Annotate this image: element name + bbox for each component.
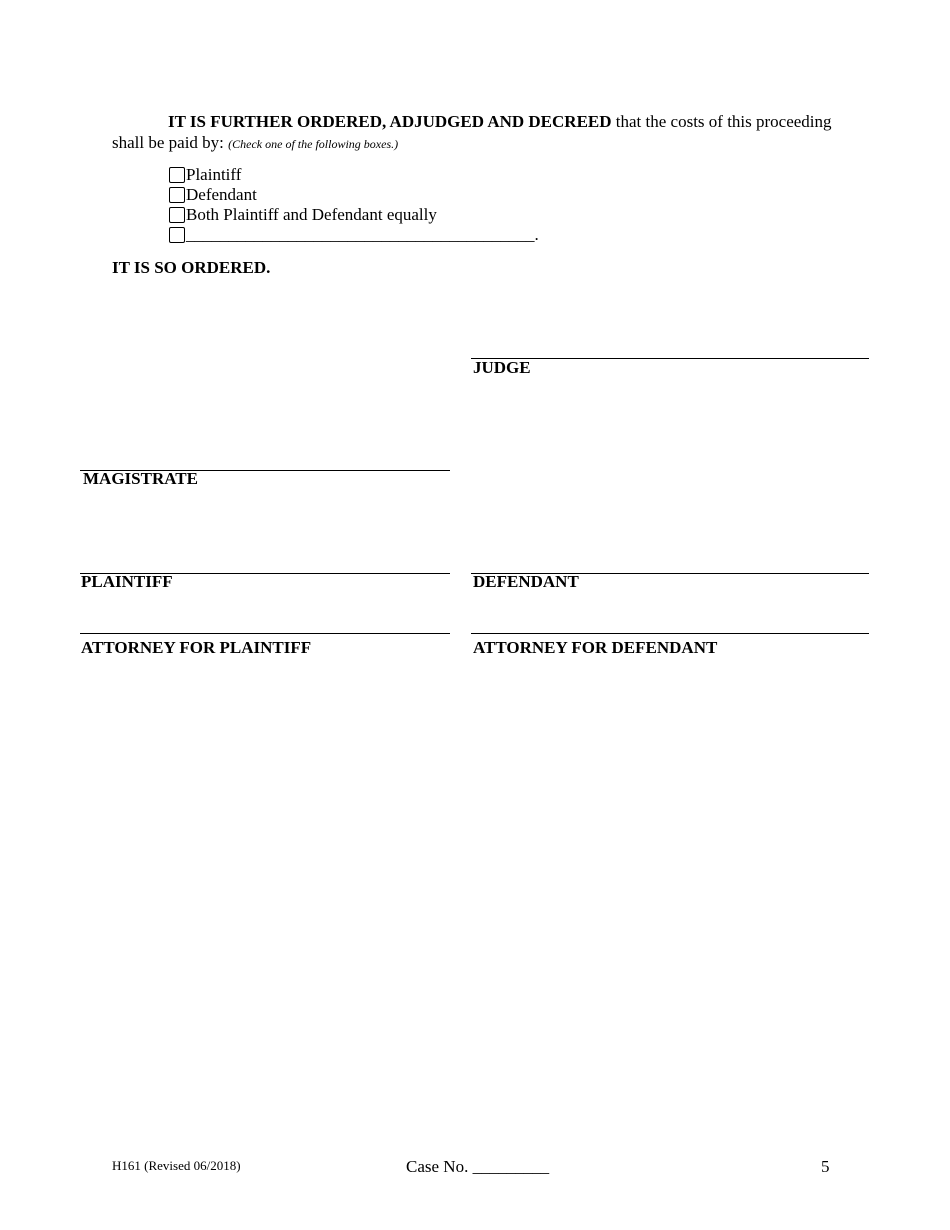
page-number: 5: [821, 1157, 830, 1176]
attorney-defendant-label: ATTORNEY FOR DEFENDANT: [473, 638, 718, 657]
attorney-plaintiff-label: ATTORNEY FOR PLAINTIFF: [81, 638, 312, 657]
so-ordered-heading: IT IS SO ORDERED.: [112, 258, 271, 277]
magistrate-label: MAGISTRATE: [83, 469, 198, 488]
form-id: H161 (Revised 06/2018): [112, 1158, 241, 1173]
defendant-label: DEFENDANT: [473, 572, 579, 591]
attorney-plaintiff-signature-line[interactable]: [80, 633, 450, 634]
checkbox-defendant[interactable]: [169, 187, 185, 203]
judge-signature-line[interactable]: [471, 358, 869, 359]
judge-label: JUDGE: [473, 358, 531, 377]
option-defendant[interactable]: [169, 185, 257, 205]
order-lead-text: that the costs of this proceeding shall be paid by:: [112, 112, 832, 152]
case-number[interactable]: Case No. _________: [406, 1157, 550, 1176]
option-other-blank-line[interactable]: _________________________________________.: [186, 225, 539, 244]
costs-order-paragraph: [112, 111, 852, 155]
attorney-defendant-signature-line[interactable]: [471, 633, 869, 634]
option-plaintiff-label: Plaintiff: [186, 165, 242, 184]
option-other[interactable]: [169, 225, 539, 245]
checkbox-plaintiff[interactable]: [169, 167, 185, 183]
checkbox-other[interactable]: [169, 227, 185, 243]
option-plaintiff[interactable]: [169, 165, 241, 185]
order-lead-bold: IT IS FURTHER ORDERED, ADJUDGED AND DECREED: [168, 112, 612, 131]
option-both-equally[interactable]: [169, 205, 437, 225]
plaintiff-label: PLAINTIFF: [81, 572, 173, 591]
check-instruction-note: (Check one of the following boxes.): [228, 137, 399, 151]
option-both-equally-label: Both Plaintiff and Defendant equally: [186, 205, 437, 224]
option-defendant-label: Defendant: [186, 185, 257, 204]
checkbox-both-equally[interactable]: [169, 207, 185, 223]
